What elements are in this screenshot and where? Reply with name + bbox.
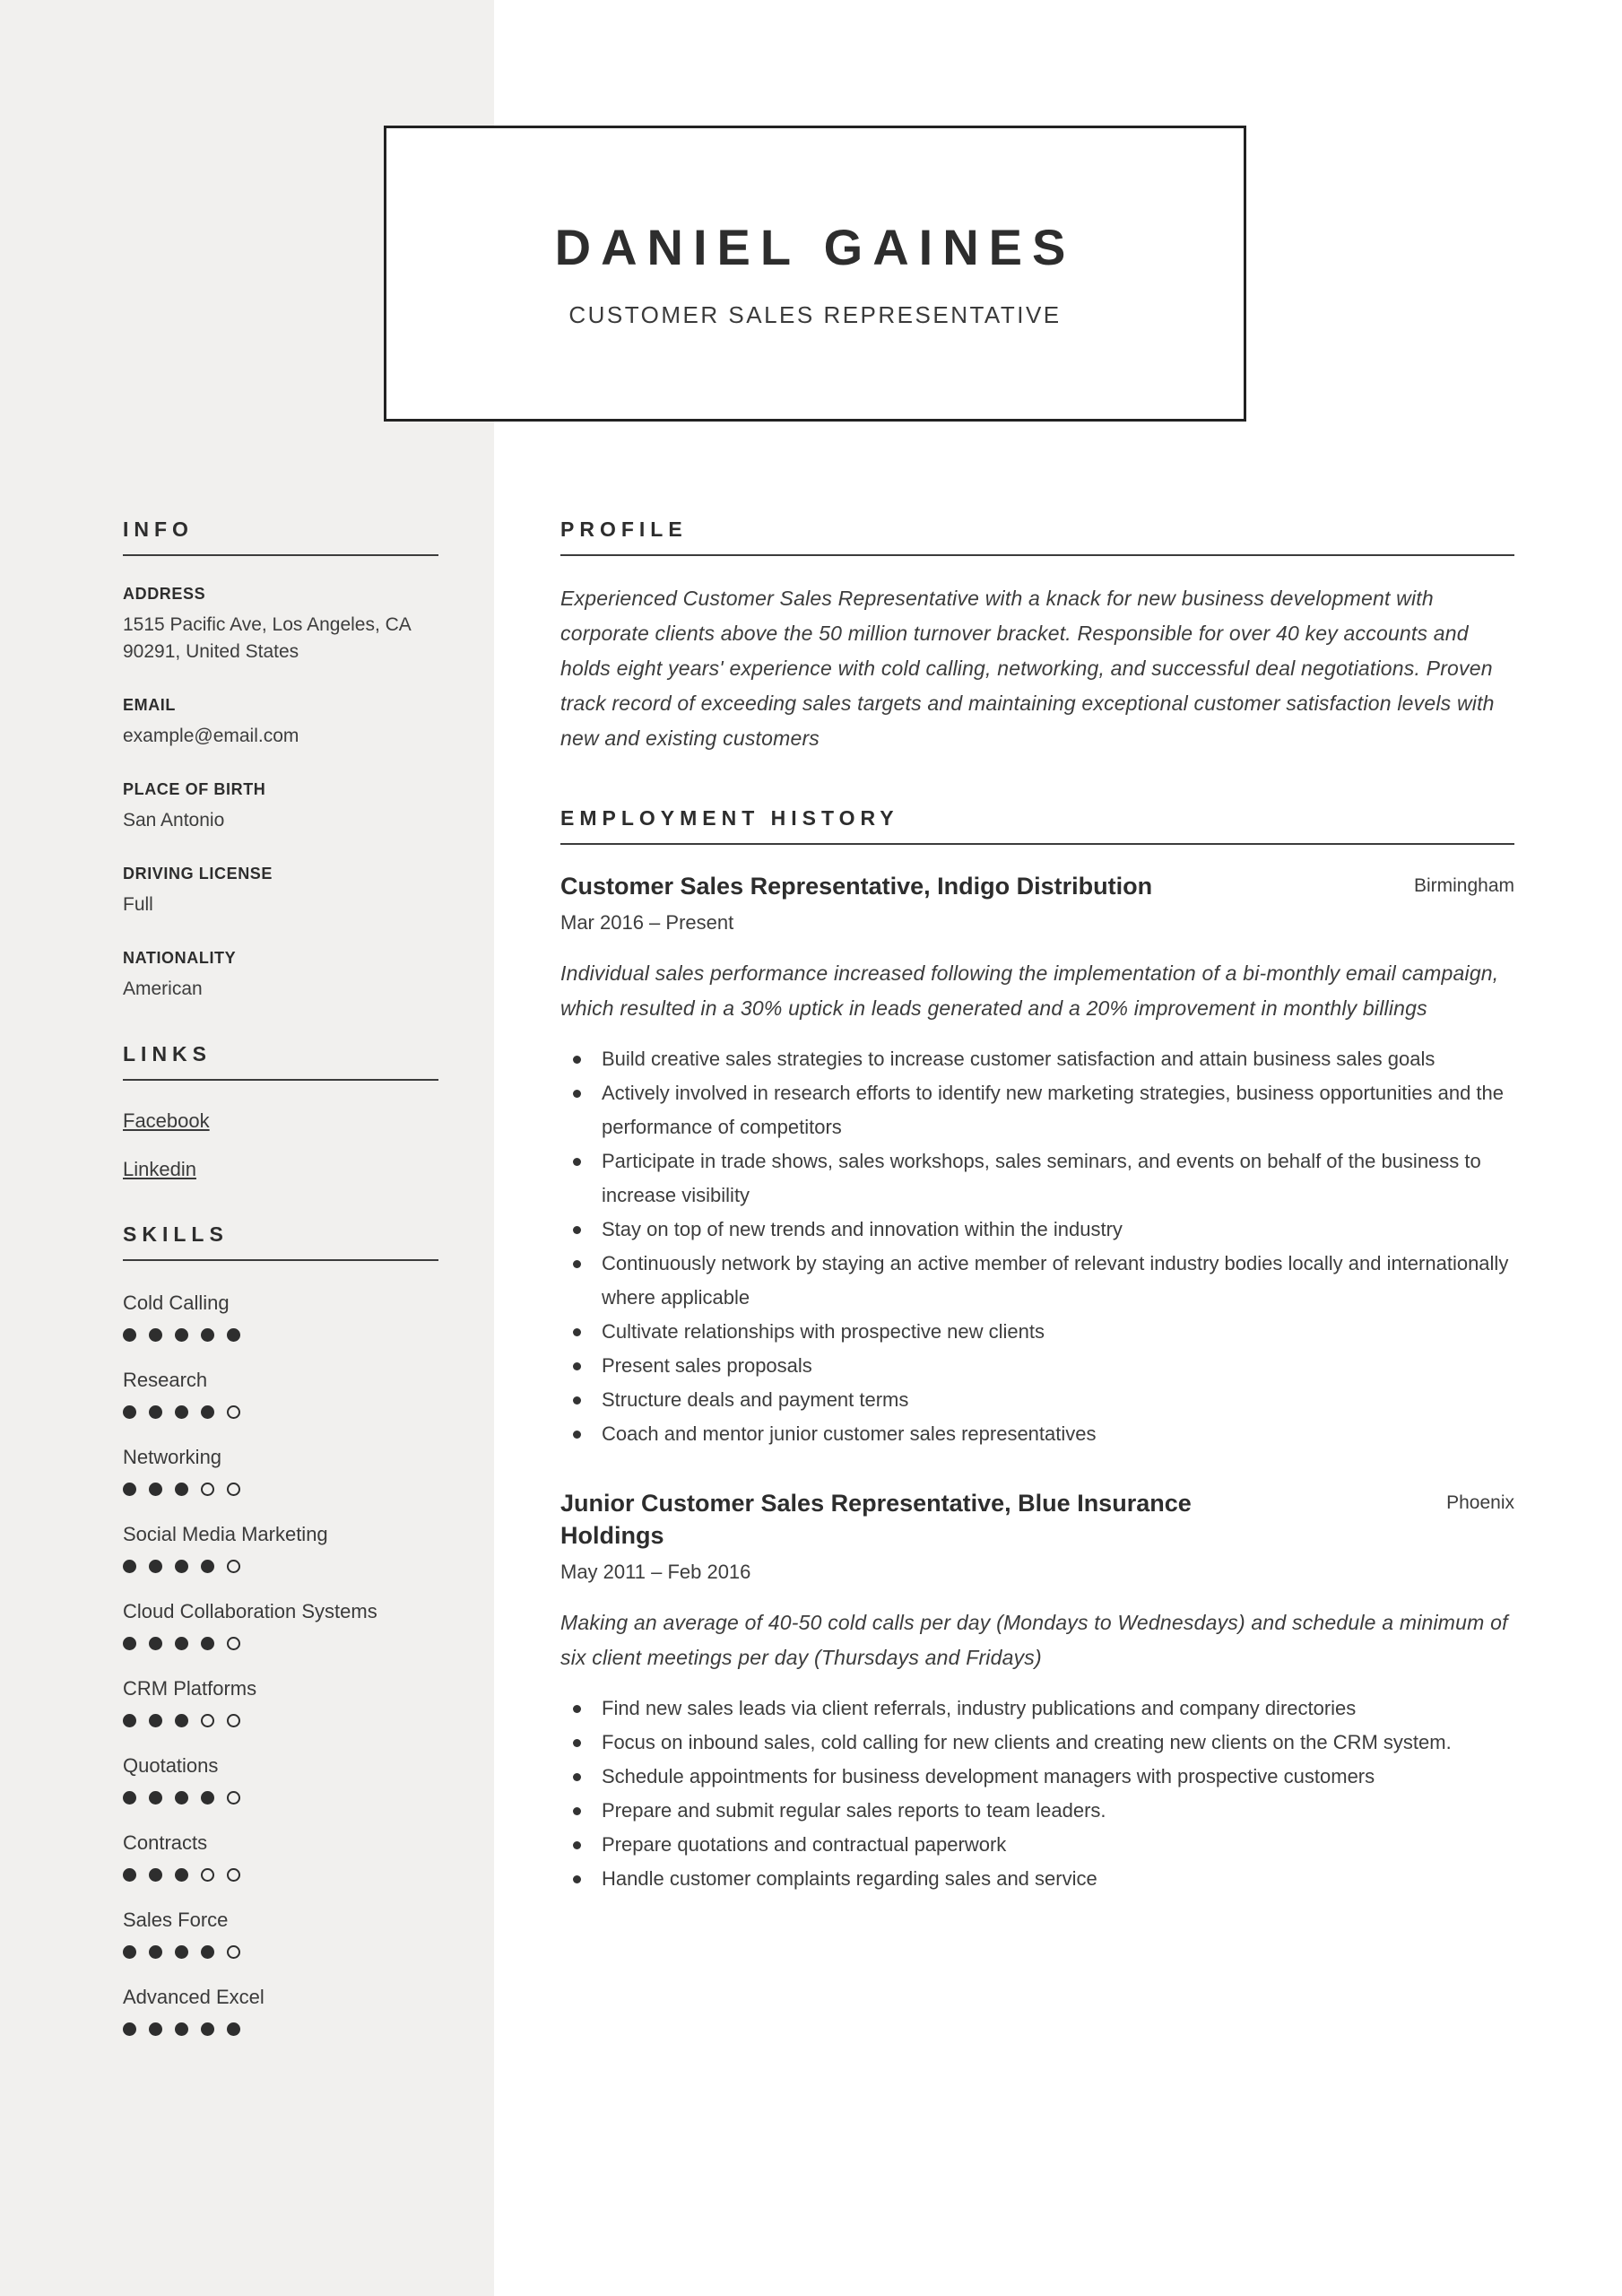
filled-dot-icon [123, 1868, 136, 1882]
skill-name: Networking [123, 1446, 222, 1468]
filled-dot-icon [201, 1945, 214, 1959]
skill-item [123, 1598, 383, 1650]
bullet-item: Build creative sales strategies to increase customer satisfaction and attain business sales goals [560, 1042, 1514, 1076]
skill-rating [123, 1791, 383, 1805]
filled-dot-icon [149, 1328, 162, 1342]
bullet-item: Continuously network by staying an active member of relevant industry bodies locally and internationally where applicable [560, 1247, 1514, 1315]
header [384, 126, 1246, 422]
filled-dot-icon [175, 1714, 188, 1727]
info-field-value: San Antonio [123, 810, 225, 831]
skill-rating [123, 1405, 383, 1419]
info-heading: INFO [123, 517, 438, 556]
filled-dot-icon [149, 1868, 162, 1882]
skill-item [123, 1675, 383, 1727]
skill-name: Social Media Marketing [123, 1523, 328, 1545]
filled-dot-icon [149, 1791, 162, 1805]
link-facebook[interactable]: Facebook [123, 1109, 210, 1132]
info-field [123, 585, 438, 665]
filled-dot-icon [201, 1637, 214, 1650]
skill-name: Research [123, 1369, 208, 1391]
filled-dot-icon [149, 1945, 162, 1959]
skill-item [123, 1830, 383, 1882]
bullet-item: Present sales proposals [560, 1349, 1514, 1383]
filled-dot-icon [201, 1560, 214, 1573]
filled-dot-icon [123, 1945, 136, 1959]
skill-name: Cloud Collaboration Systems [123, 1600, 377, 1622]
skill-item [123, 1907, 383, 1959]
profile-text: Experienced Customer Sales Representative with a knack for new business development with corporate clients above the 50 million turnover bracket. Responsible for over 40 key accounts and holds eight years' experience with cold calling, networking, and successful deal negotiations. Proven track record of exceeding sales targets and maintaining exceptional customer satisfaction levels with new and existing customers [560, 587, 1495, 750]
bullet-item: Stay on top of new trends and innovation within the industry [560, 1213, 1514, 1247]
skill-name: Cold Calling [123, 1292, 230, 1314]
skill-name: Quotations [123, 1754, 219, 1777]
filled-dot-icon [123, 1560, 136, 1573]
skills-heading: SKILLS [123, 1222, 438, 1261]
info-field [123, 949, 438, 1003]
empty-dot-icon [227, 1714, 240, 1727]
filled-dot-icon [149, 1483, 162, 1496]
filled-dot-icon [175, 2022, 188, 2036]
filled-dot-icon [123, 1791, 136, 1805]
links-heading: LINKS [123, 1042, 438, 1081]
profile-section [560, 517, 1514, 756]
filled-dot-icon [201, 2022, 214, 2036]
filled-dot-icon [175, 1868, 188, 1882]
filled-dot-icon [123, 1405, 136, 1419]
empty-dot-icon [201, 1714, 214, 1727]
filled-dot-icon [123, 1328, 136, 1342]
info-field-label: PLACE OF BIRTH [123, 780, 266, 798]
empty-dot-icon [227, 1945, 240, 1959]
skill-rating [123, 1328, 383, 1342]
filled-dot-icon [175, 1560, 188, 1573]
filled-dot-icon [149, 1637, 162, 1650]
info-field [123, 865, 438, 918]
job-location: Phoenix [1446, 1492, 1514, 1513]
job-bullets [560, 1042, 1514, 1451]
filled-dot-icon [175, 1405, 188, 1419]
bullet-item: Focus on inbound sales, cold calling for new clients and creating new clients on the CRM system. [560, 1726, 1514, 1760]
skill-rating [123, 1637, 383, 1650]
empty-dot-icon [227, 1791, 240, 1805]
filled-dot-icon [175, 1637, 188, 1650]
filled-dot-icon [149, 1405, 162, 1419]
info-field-value: American [123, 978, 203, 999]
links-section [123, 1042, 438, 1181]
bullet-item: Cultivate relationships with prospective new clients [560, 1315, 1514, 1349]
jobs-list [560, 870, 1514, 1896]
candidate-name: DANIEL GAINES [554, 219, 1076, 275]
info-field [123, 780, 438, 834]
empty-dot-icon [227, 1405, 240, 1419]
info-field-value: Full [123, 894, 153, 915]
filled-dot-icon [149, 2022, 162, 2036]
job-title: Junior Customer Sales Representative, Blue Insurance Holdings [560, 1490, 1192, 1549]
link-linkedin[interactable]: Linkedin [123, 1158, 196, 1180]
info-field-label: EMAIL [123, 696, 176, 714]
skill-rating [123, 1483, 383, 1496]
skills-list [123, 1290, 438, 2036]
empty-dot-icon [201, 1483, 214, 1496]
filled-dot-icon [123, 2022, 136, 2036]
bullet-item: Schedule appointments for business development managers with prospective customers [560, 1760, 1514, 1794]
filled-dot-icon [175, 1328, 188, 1342]
info-field-label: NATIONALITY [123, 949, 237, 967]
filled-dot-icon [201, 1328, 214, 1342]
info-field [123, 696, 438, 750]
filled-dot-icon [201, 1791, 214, 1805]
skill-item [123, 1984, 383, 2036]
filled-dot-icon [175, 1791, 188, 1805]
skill-name: Advanced Excel [123, 1986, 265, 2008]
skill-item [123, 1444, 383, 1496]
info-field-value: 1515 Pacific Ave, Los Angeles, CA 90291, United States [123, 614, 411, 662]
skill-item [123, 1752, 383, 1805]
skill-rating [123, 2022, 383, 2036]
info-field-label: ADDRESS [123, 585, 206, 603]
empty-dot-icon [227, 1483, 240, 1496]
skill-item [123, 1290, 383, 1342]
empty-dot-icon [227, 1637, 240, 1650]
job-bullets [560, 1692, 1514, 1896]
job-header [560, 1487, 1514, 1552]
empty-dot-icon [227, 1560, 240, 1573]
bullet-item: Handle customer complaints regarding sales and service [560, 1862, 1514, 1896]
job-location: Birmingham [1413, 875, 1514, 896]
job-header [560, 870, 1514, 902]
job-dates: Mar 2016 – Present [560, 911, 734, 934]
filled-dot-icon [227, 1328, 240, 1342]
bullet-item: Find new sales leads via client referrals, industry publications and company directories [560, 1692, 1514, 1726]
skill-rating [123, 1560, 383, 1573]
filled-dot-icon [227, 2022, 240, 2036]
filled-dot-icon [149, 1714, 162, 1727]
candidate-job-title: CUSTOMER SALES REPRESENTATIVE [568, 301, 1062, 328]
info-fields [123, 585, 438, 1003]
job-summary: Individual sales performance increased following the implementation of a bi-monthly email campaign, which resulted in a 30% uptick in leads generated and a 20% improvement in monthly billings [560, 961, 1499, 1020]
bullet-item: Structure deals and payment terms [560, 1383, 1514, 1417]
filled-dot-icon [201, 1405, 214, 1419]
job-entry [560, 870, 1514, 1451]
skill-rating [123, 1714, 383, 1727]
skill-item [123, 1367, 383, 1419]
info-field-value: example@email.com [123, 726, 299, 746]
empty-dot-icon [201, 1868, 214, 1882]
filled-dot-icon [175, 1483, 188, 1496]
bullet-item: Prepare and submit regular sales reports to team leaders. [560, 1794, 1514, 1828]
info-field-label: DRIVING LICENSE [123, 865, 273, 883]
main-content [560, 517, 1514, 1932]
job-entry [560, 1487, 1514, 1896]
bullet-item: Participate in trade shows, sales workshops, sales seminars, and events on behalf of the business to increase visibility [560, 1144, 1514, 1213]
sidebar [123, 517, 438, 2061]
skill-name: Sales Force [123, 1909, 229, 1931]
links-list [123, 1109, 438, 1181]
employment-section [560, 806, 1514, 1896]
skill-rating [123, 1868, 383, 1882]
filled-dot-icon [123, 1714, 136, 1727]
skill-rating [123, 1945, 383, 1959]
skill-name: CRM Platforms [123, 1677, 257, 1700]
profile-heading: PROFILE [560, 517, 1514, 556]
filled-dot-icon [123, 1637, 136, 1650]
filled-dot-icon [175, 1945, 188, 1959]
empty-dot-icon [227, 1868, 240, 1882]
filled-dot-icon [149, 1560, 162, 1573]
job-dates: May 2011 – Feb 2016 [560, 1561, 751, 1583]
skill-item [123, 1521, 383, 1573]
skills-section [123, 1222, 438, 2036]
skill-name: Contracts [123, 1831, 208, 1854]
bullet-item: Prepare quotations and contractual paperwork [560, 1828, 1514, 1862]
employment-heading: EMPLOYMENT HISTORY [560, 806, 1514, 845]
bullet-item: Coach and mentor junior customer sales representatives [560, 1417, 1514, 1451]
bullet-item: Actively involved in research efforts to identify new marketing strategies, business opportunities and the performance of competitors [560, 1076, 1514, 1144]
info-section [123, 517, 438, 1003]
filled-dot-icon [123, 1483, 136, 1496]
job-summary: Making an average of 40-50 cold calls per day (Mondays to Wednesdays) and schedule a minimum of six client meetings per day (Thursdays and Fridays) [560, 1611, 1508, 1669]
job-title: Customer Sales Representative, Indigo Distribution [560, 873, 1153, 900]
